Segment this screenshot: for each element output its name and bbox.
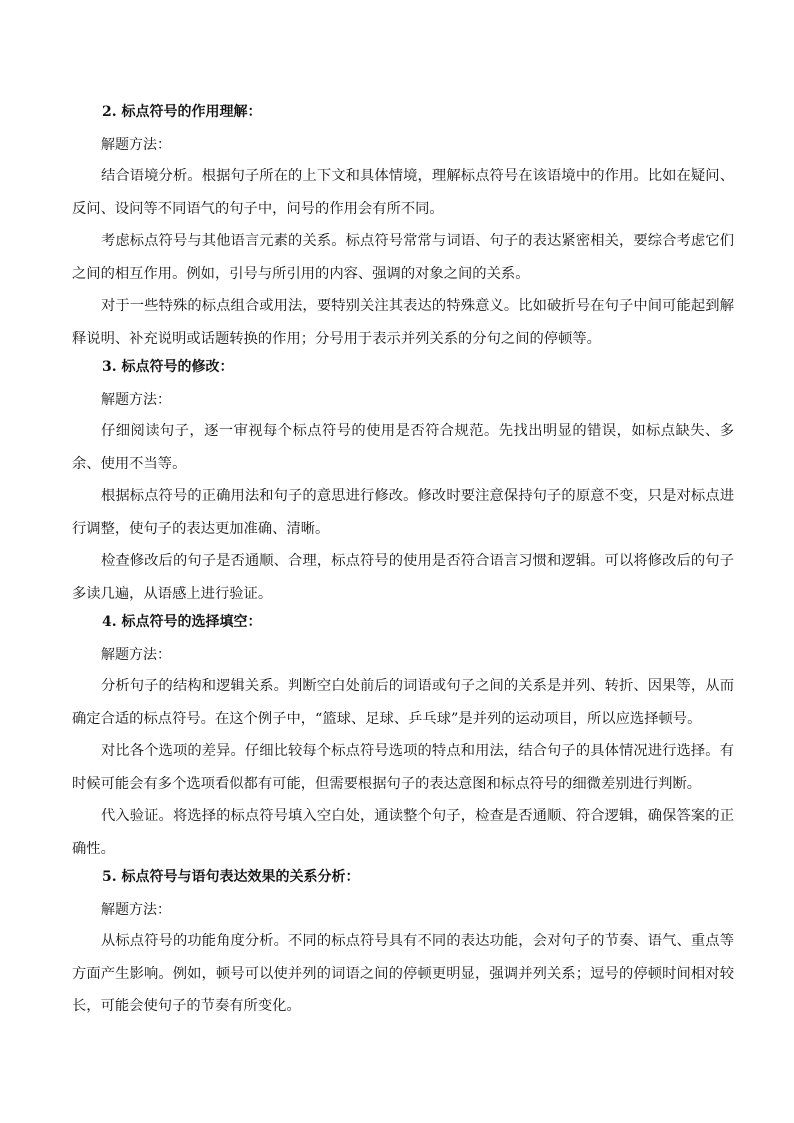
document-page	[72, 100, 734, 1023]
section-heading: 3. 标点符号的修改：	[102, 359, 234, 375]
section-2	[72, 100, 734, 355]
section-heading: 4. 标点符号的选择填空：	[102, 614, 262, 630]
method-label: 解题方法：	[101, 392, 171, 408]
paragraph: 根据标点符号的正确用法和句子的意思进行修改。修改时要注意保持句子的原意不变，只是对标点进行调整，使句子的表达更加准确、清晰。	[72, 488, 734, 537]
paragraph: 对比各个选项的差异。仔细比较每个标点符号选项的特点和用法，结合句子的具体情况进行选择。有时候可能会有多个选项看似都有可能，但需要根据句子的表达意图和标点符号的细微差别进行判断。	[72, 743, 734, 792]
paragraph: 检查修改后的句子是否通顺、合理，标点符号的使用是否符合语言习惯和逻辑。可以将修改后的句子多读几遍，从语感上进行验证。	[72, 553, 734, 602]
paragraph: 分析句子的结构和逻辑关系。判断空白处前后的词语或句子之间的关系是并列、转折、因果等，从而确定合适的标点符号。在这个例子中，“篮球、足球、乒乓球”是并列的运动项目，所以应选择顿号。	[72, 678, 734, 727]
method-label: 解题方法：	[101, 902, 171, 918]
method-label: 解题方法：	[101, 137, 171, 153]
paragraph: 考虑标点符号与其他语言元素的关系。标点符号常常与词语、句子的表达紧密相关，要综合考虑它们之间的相互作用。例如，引号与所引用的内容、强调的对象之间的关系。	[72, 233, 734, 282]
paragraph: 代入验证。将选择的标点符号填入空白处，通读整个句子，检查是否通顺、符合逻辑，确保答案的正确性。	[72, 808, 734, 857]
paragraph: 仔细阅读句子，逐一审视每个标点符号的使用是否符合规范。先找出明显的错误，如标点缺失、多余、使用不当等。	[72, 423, 734, 472]
paragraph: 从标点符号的功能角度分析。不同的标点符号具有不同的表达功能，会对句子的节奏、语气、重点等方面产生影响。例如，顿号可以使并列的词语之间的停顿更明显，强调并列关系；逗号的停顿时间相对较长，可能会使句子的节奏有所变化。	[72, 933, 734, 1014]
section-3	[72, 355, 734, 610]
section-4	[72, 610, 734, 865]
paragraph: 对于一些特殊的标点组合或用法，要特别关注其表达的特殊意义。比如破折号在句子中间可能起到解释说明、补充说明或话题转换的作用；分号用于表示并列关系的分句之间的停顿等。	[72, 298, 734, 347]
section-heading: 2. 标点符号的作用理解：	[102, 104, 262, 120]
section-5	[72, 865, 734, 1023]
section-heading: 5. 标点符号与语句表达效果的关系分析：	[102, 869, 360, 885]
method-label: 解题方法：	[101, 647, 171, 663]
paragraph: 结合语境分析。根据句子所在的上下文和具体情境，理解标点符号在该语境中的作用。比如在疑问、反问、设问等不同语气的句子中，问号的作用会有所不同。	[72, 168, 734, 217]
